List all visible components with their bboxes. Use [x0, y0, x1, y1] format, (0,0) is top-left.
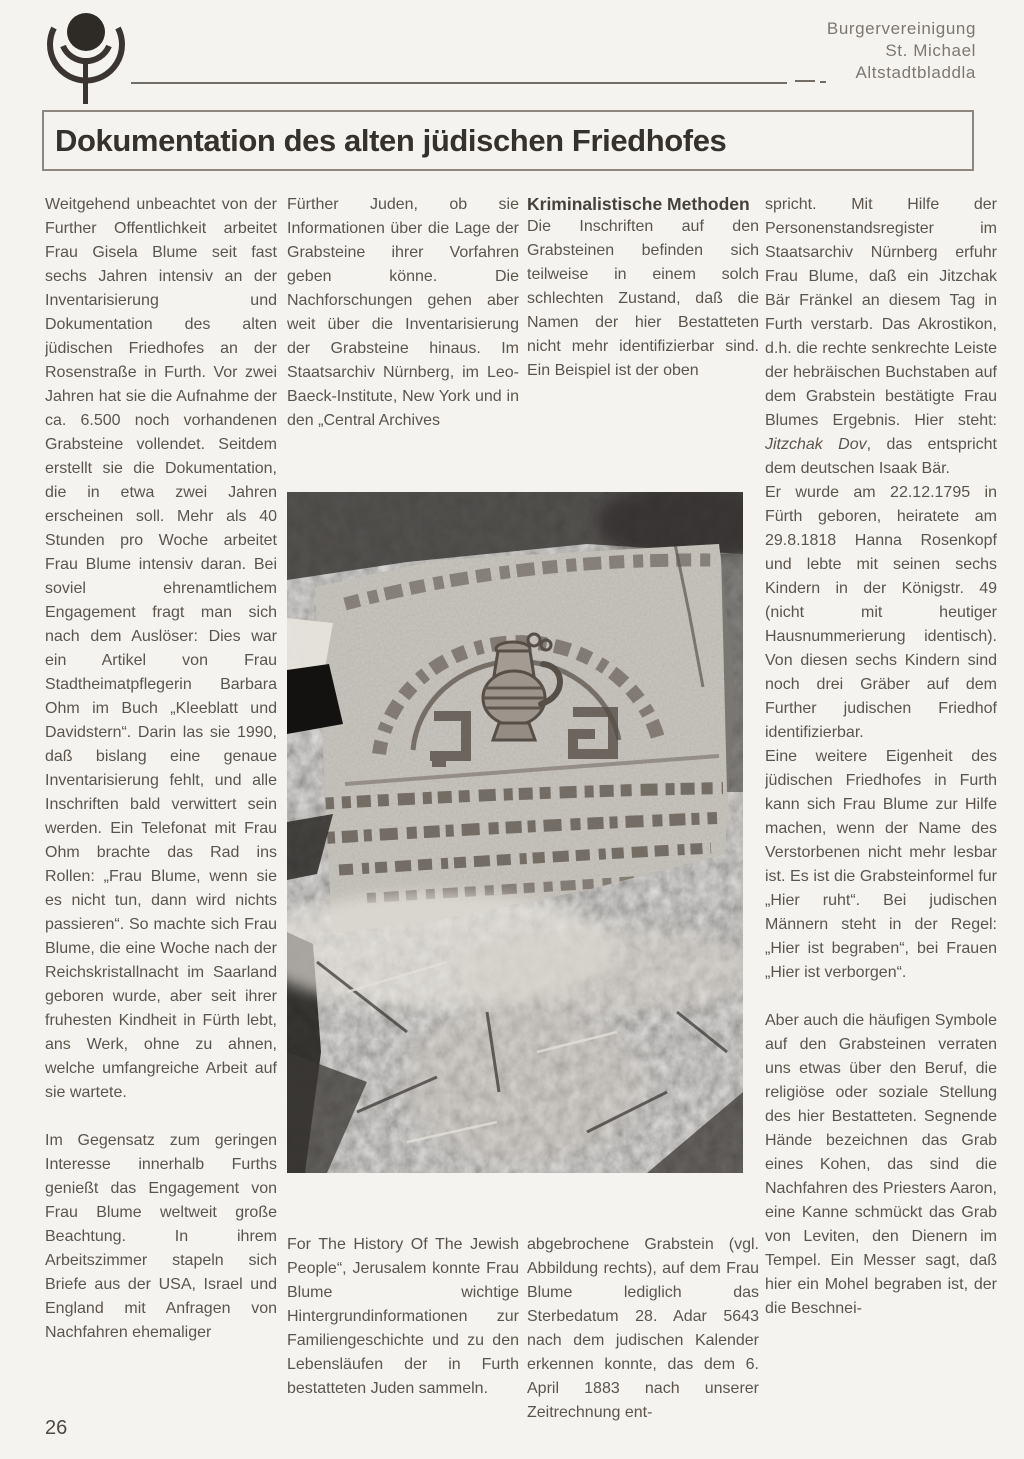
logo-bud: [67, 13, 105, 51]
paragraph: [765, 193, 997, 481]
article-column-3-bottom: [527, 1233, 759, 1457]
hebrew-name-italic: Jitzchak Dov: [765, 436, 867, 453]
paragraph: Er wurde am 22.12.1795 in Fürth geboren, heiratete am 29.8.1818 Hanna Rosenkopf und lebte mit seinen sechs Kindern in der Königstr. 49 (nicht mit heutiger Hausnummerierung identisch). Von diesen sechs Kindern sind noch drei Gräber auf dem Further judischen Friedhof identifizierbar.: [765, 484, 997, 741]
gravestone-photo: [287, 492, 743, 1173]
article-column-1: [45, 193, 277, 1411]
article-column-3-top: [527, 193, 759, 487]
burgervereinigung-logo-icon: [30, 6, 138, 106]
paragraph: Aber auch die häufigen Symbole auf den Grabsteinen verraten uns etwas über den Beruf, die religiöse oder soziale Stellung des hier Bestatteten. Segnende Hände bezeichnen das Grab eines Kohen, das sind die Nachfahren des Priesters Aaron, eine Kanne schmückt das Grab von Leviten, den Dienern im Tempel. Ein Messer sagt, daß hier ein Mohel begraben ist, der die Beschnei-: [765, 1012, 997, 1317]
org-line-1: Burgervereinigung: [826, 19, 976, 38]
org-line-3: Altstadtbladdla: [855, 63, 976, 82]
paragraph-text: , das entspricht dem deutschen Isaak Bär.: [765, 436, 997, 477]
paragraph: abgebrochene Grabstein (vgl. Abbildung rechts), auf dem Frau Blume lediglich das Sterbedatum 28. Adar 5643 nach dem judischen Kalender erkennen konnte, das dem 6. April 1883 nach unserer Zeitrechnung ent-: [527, 1236, 759, 1421]
masthead-organisation: [827, 18, 976, 84]
paragraph: For The History Of The Jewish People“, Jerusalem konnte Frau Blume wichtige Hintergrundinformationen zur Familiengeschichte und zu den Lebensläufen der in Furth bestatteten Juden sammeln.: [287, 1236, 519, 1397]
article-column-4: [765, 193, 997, 1457]
paragraph: Die Inschriften auf den Grabsteinen befinden sich teilweise in einem solch schlechten Zustand, daß die Namen der hier Bestatteten nicht mehr identifizierbar sind. Ein Beispiel ist der oben: [527, 218, 759, 379]
logo-stem: [83, 58, 88, 104]
paragraph: Fürther Juden, ob sie Informationen über die Lage der Grabsteine ihrer Vorfahren geben könne. Die Nachforschungen gehen aber weit über die Inventarisierung der Grabsteine hinaus. Im Staatsarchiv Nürnberg, im Leo-Baeck-Institute, New York und in den „Central Archives: [287, 196, 519, 429]
paragraph: Eine weitere Eigenheit des jüdischen Friedhofes in Furth kann sich Frau Blume zur Hilfe machen, wenn der Name des Verstorbenen nicht mehr lesbar ist. Es ist die Grabsteinformel fur „Hier ruht“. Bei judischen Männern steht in der Regel: „Hier ist begraben“, bei Frauen „Hier ist verborgen“.: [765, 748, 997, 981]
paragraph: Weitgehend unbeachtet von der Further Offentlichkeit arbeitet Frau Gisela Blume seit fast sechs Jahren intensiv an der Inventarisierung und Dokumentation des alten jüdischen Friedhofes an der Rosenstraße in Furth. Vor zwei Jahren hat sie die Aufnahme der ca. 6.500 noch vorhandenen Grabsteine vollendet. Seitdem erstellt sie die Dokumentation, die in etwa zwei Jahren erscheinen soll. Mehr als 40 Stunden pro Woche arbeitet Frau Blume intensiv daran. Bei soviel ehrenamtlichem Engagement fragt man sich nach dem Auslöser: Dies war ein Artikel von Frau Stadtheimatpflegerin Barbara Ohm im Buch „Kleeblatt und Davidstern“. Darin las sie 1990, daß bislang eine genaue Inventarisierung fehlt, und alle Inschriften bald verwittert sein werden. Ein Telefonat mit Frau Ohm brachte das Rad ins Rollen: „Frau Blume, wenn sie es nicht tun, dann wird nichts passieren“. So machte sich Frau Blume, die eine Woche nach der Reichskristallnacht im Saarland geboren wurde, aber seit ihrer fruhesten Kindheit in Fürth lebt, ans Werk, ohne zu ahnen, welche umfangreiche Arbeit auf sie wartete.: [45, 196, 277, 1101]
section-heading: Kriminalistische Methoden: [527, 194, 750, 214]
article-column-2-top: [287, 193, 519, 487]
article-column-2-bottom: [287, 1233, 519, 1457]
article-title-box: [42, 110, 974, 171]
header-rule-dash: [795, 80, 815, 82]
paragraph: Im Gegensatz zum geringen Interesse innerhalb Furths genießt das Engagement von Frau Blume weltweit große Beachtung. In ihrem Arbeitszimmer stapeln sich Briefe aus der USA, Israel und England mit Anfragen von Nachfahren ehemaliger: [45, 1132, 277, 1341]
article-title: Dokumentation des alten jüdischen Friedhofes: [55, 122, 727, 158]
page-number: 26: [45, 1417, 68, 1439]
photo-bright-band-2: [457, 930, 743, 1010]
header-rule: [131, 82, 787, 84]
photo-bright-patch: [402, 1002, 642, 1162]
paragraph-text: spricht. Mit Hilfe der Personenstandsregister im Staatsarchiv Nürnberg erfuhr Frau Blume, daß ein Jitzchak Bär Fränkel an diesem Tag in Furth verstarb. Das Akrostikon, d.h. die rechte senkrechte Leiste der hebräischen Buchstaben auf dem Grabstein bestätigte Frau Blumes Ergebnis. Hier steht:: [765, 196, 997, 429]
org-line-2: St. Michael: [885, 41, 976, 60]
header-rule-dot: [820, 81, 826, 83]
